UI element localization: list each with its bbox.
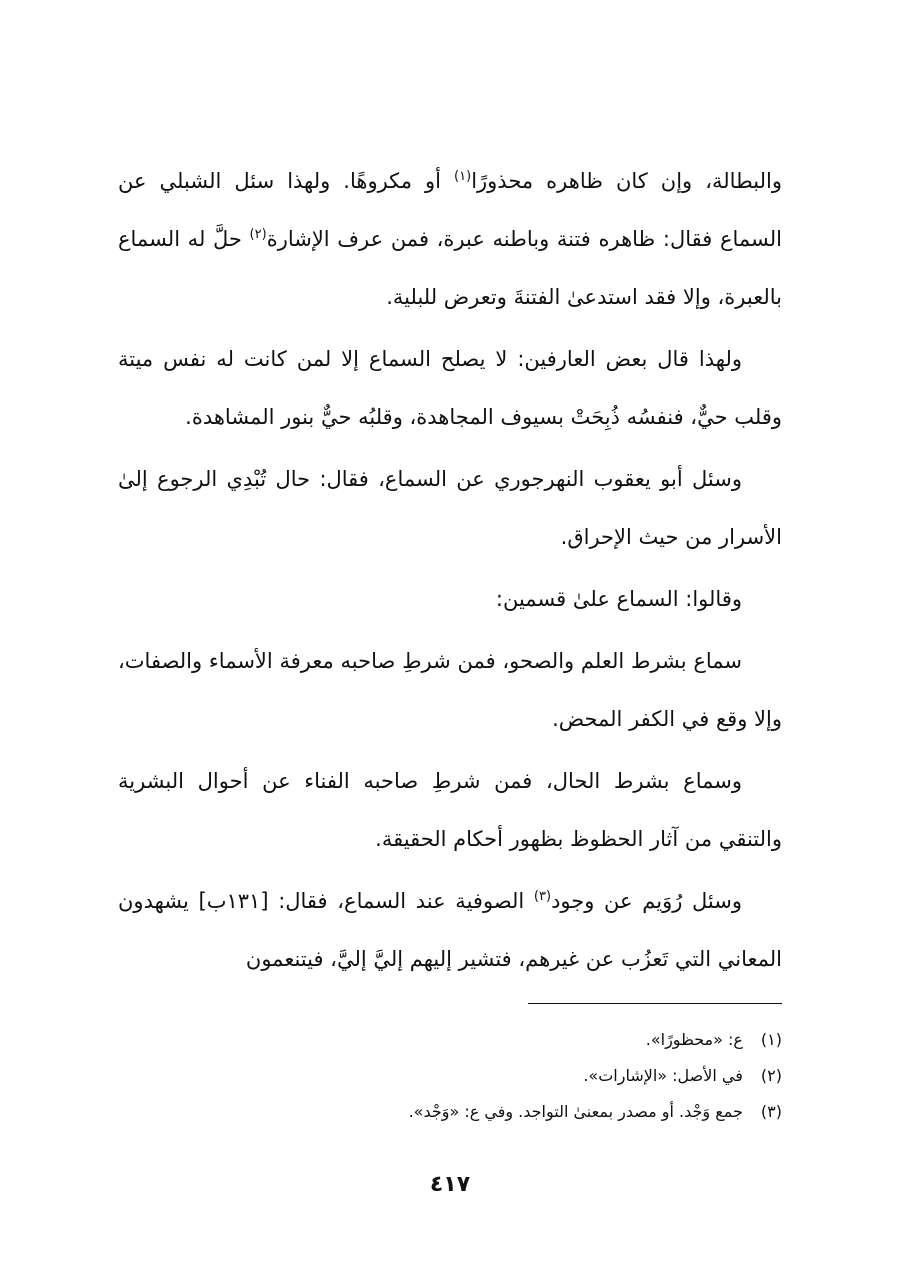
footnote-2-number: (٢) [760,1066,782,1085]
paragraph-1-text-a: والبطالة، وإن كان ظاهره محذورًا [471,169,782,193]
paragraph-1-text-b: أو مكروهًا. ولهذا سئل الشبلي عن السماع فقال: ظاهره فتنة وباطنه عبرة، فمن عرف الإشارة [118,169,783,251]
footnote-ref-3: (٣) [533,889,552,904]
paragraph-2: ولهذا قال بعض العارفين: لا يصلح السماع إلا لمن كانت له نفس ميتة وقلب حيٌّ، فنفسُه ذُبِحَتْ بسيوف المجاهدة، وقلبُه حيٌّ بنور المشاهدة. [118,347,782,429]
footnote-1-number: (١) [760,1030,782,1049]
paragraph-1-text-c: حلَّ له السماع بالعبرة، وإلا فقد استدعىٰ الفتنةَ وتعرض للبلية. [118,227,782,309]
paragraph-7 [118,872,782,988]
footnotes [118,1022,782,1130]
paragraph-7-text-a: وسئل رُوَيم عن وجود [551,889,743,913]
footnote-ref-2: (٢) [249,227,267,242]
page-number: ٤١٧ [429,1172,471,1197]
paragraph-3: وسئل أبو يعقوب النهرجوري عن السماع، فقال: حال تُبْدِي الرجوع إلىٰ الأسرار من حيث الإحراق. [118,467,782,549]
paragraph-6: وسماع بشرط الحال، فمن شرطِ صاحبه الفناء عن أحوال البشرية والتنقي من آثار الحظوظ بظهور أحكام الحقيقة. [118,769,782,851]
paragraph-4: وقالوا: السماع علىٰ قسمين: [495,587,742,611]
footnote-1-text: ع: «محظورًا». [645,1030,743,1049]
footnote-2 [118,1058,782,1094]
footnote-1 [118,1022,782,1058]
footnote-3 [118,1094,782,1130]
footnote-3-text: جمع وَجْد. أو مصدر بمعنىٰ التواجد. وفي ع: «وَجْد». [408,1102,743,1121]
paragraph-7-text-b: الصوفية عند السماع، فقال: [١٣١ب] يشهدون المعاني التي تَعزُب عن غيرهم، فتشير إليهم إليَّ إليَّ، فيتنعمون [118,889,782,971]
paragraph-5: سماع بشرط العلم والصحو، فمن شرطِ صاحبه معرفة الأسماء والصفات، وإلا وقع في الكفر المحض. [118,649,782,731]
paragraph-1 [118,152,782,326]
footnote-separator [528,1003,782,1004]
footnote-ref-1: (١) [454,169,472,184]
footnote-2-text: في الأصل: «الإشارات». [583,1066,743,1085]
main-text [118,152,782,988]
footnote-3-number: (٣) [760,1102,782,1121]
